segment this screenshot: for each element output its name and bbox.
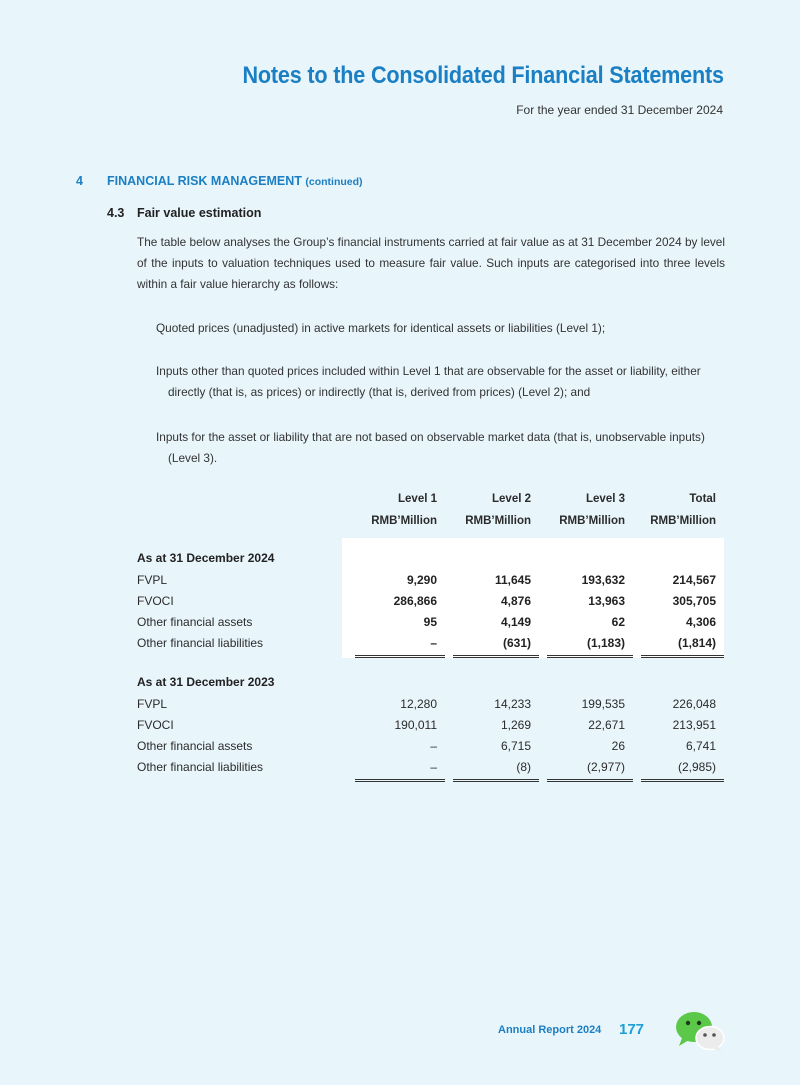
fair-value-table: [137, 488, 724, 783]
column-header: Level 1: [398, 492, 437, 505]
cell-value: 1,269: [500, 717, 531, 732]
column-header: Level 3: [586, 492, 625, 505]
double-underline: [453, 655, 539, 658]
cell-value: (2,985): [677, 759, 716, 774]
group-title-row: [137, 667, 724, 693]
table-row: [137, 735, 724, 756]
group-title: As at 31 December 2023: [137, 675, 275, 689]
cell-value: 95: [423, 614, 437, 629]
cell-value: (1,814): [677, 635, 716, 650]
footer-report-label: Annual Report 2024: [498, 1024, 602, 1036]
fair-value-table-wrapper: [137, 488, 724, 783]
subsection-number: 4.3: [107, 206, 125, 220]
row-label: Other financial liabilities: [137, 635, 264, 650]
cell-value: –: [430, 759, 437, 774]
row-label: Other financial assets: [137, 614, 253, 629]
column-unit: RMB’Million: [650, 515, 716, 527]
intro-paragraph: The table below analyses the Group’s financial instruments carried at fair value as at 31 December 2024 by level of the inputs to valuation techniques used to measure fair value. Such inputs are categorised into three levels within a fair value hierarchy as follows:: [137, 235, 725, 291]
bullet-text: Quoted prices (unadjusted) in active markets for identical assets or liabilities (Level 1);: [156, 321, 606, 335]
wechat-logo-icon: [674, 1010, 726, 1052]
column-unit: RMB’Million: [371, 515, 437, 527]
cell-value: 226,048: [672, 696, 716, 711]
column-header: Total: [689, 492, 716, 505]
bullet-level-3: [156, 427, 716, 469]
group-title-row: [137, 543, 724, 569]
cell-value: 214,567: [672, 572, 716, 587]
bullet-text: Inputs for the asset or liability that are not based on observable market data (that is, unobservable inputs): [156, 430, 705, 444]
cell-value: (1,183): [586, 635, 625, 650]
table-row: [137, 756, 724, 777]
cell-value: (2,977): [586, 759, 625, 774]
cell-value: –: [430, 635, 437, 650]
table-units-row: [137, 509, 724, 543]
cell-value: 22,671: [588, 717, 625, 732]
cell-value: 26: [611, 738, 625, 753]
page-header-title: Notes to the Consolidated Financial Statements: [242, 62, 724, 89]
table-header-row: [137, 488, 724, 509]
bullet-text: Inputs other than quoted prices included within Level 1 that are observable for the asset or liability, either: [156, 364, 701, 378]
row-label: FVOCI: [137, 717, 174, 732]
table-row: [137, 611, 724, 632]
table-row: [137, 693, 724, 714]
cell-value: 9,290: [406, 572, 437, 587]
subsection-heading: [107, 206, 261, 220]
cell-value: –: [430, 738, 437, 753]
cell-value: 193,632: [581, 572, 625, 587]
column-unit: RMB’Million: [559, 515, 625, 527]
table-row: [137, 569, 724, 590]
cell-value: 4,306: [685, 614, 716, 629]
double-underline: [547, 655, 633, 658]
cell-value: 62: [611, 614, 625, 629]
section-continued: (continued): [305, 176, 363, 188]
bullet-level-2: [156, 361, 716, 403]
table-row: [137, 632, 724, 653]
cell-value: (631): [502, 635, 531, 650]
double-rule-row: [137, 777, 724, 783]
cell-value: 213,951: [672, 717, 716, 732]
double-underline: [453, 779, 539, 782]
subsection-title: Fair value estimation: [137, 206, 262, 220]
double-underline: [641, 655, 724, 658]
double-underline: [355, 655, 445, 658]
bullet-text-continued: (Level 3).: [168, 451, 218, 465]
cell-value: 305,705: [672, 593, 716, 608]
double-underline: [547, 779, 633, 782]
row-label: FVOCI: [137, 593, 174, 608]
section-title: FINANCIAL RISK MANAGEMENT: [107, 174, 302, 188]
row-label: FVPL: [137, 572, 168, 587]
group-title: As at 31 December 2024: [137, 551, 275, 565]
cell-value: 6,741: [685, 738, 716, 753]
double-underline: [641, 779, 724, 782]
row-label: Other financial assets: [137, 738, 253, 753]
cell-value: 14,233: [494, 696, 531, 711]
cell-value: 6,715: [500, 738, 531, 753]
section-number: 4: [76, 174, 83, 188]
row-label: Other financial liabilities: [137, 759, 264, 774]
bullet-level-1: [156, 318, 716, 339]
table-row: [137, 714, 724, 735]
column-header: Level 2: [492, 492, 531, 505]
cell-value: (8): [516, 759, 531, 774]
row-label: FVPL: [137, 696, 168, 711]
column-unit: RMB’Million: [465, 515, 531, 527]
cell-value: 11,645: [494, 572, 531, 587]
cell-value: 286,866: [393, 593, 437, 608]
table-row: [137, 590, 724, 611]
page-header-subtitle: For the year ended 31 December 2024: [516, 103, 723, 117]
cell-value: 4,149: [500, 614, 531, 629]
section-heading: [76, 174, 363, 188]
cell-value: 12,280: [400, 696, 437, 711]
cell-value: 190,011: [394, 717, 437, 732]
cell-value: 199,535: [581, 696, 625, 711]
bullet-text-continued: directly (that is, as prices) or indirectly (that is, derived from prices) (Level 2); and: [168, 385, 591, 399]
cell-value: 13,963: [588, 593, 625, 608]
page-number: 177: [619, 1021, 645, 1038]
double-underline: [355, 779, 445, 782]
cell-value: 4,876: [500, 593, 531, 608]
